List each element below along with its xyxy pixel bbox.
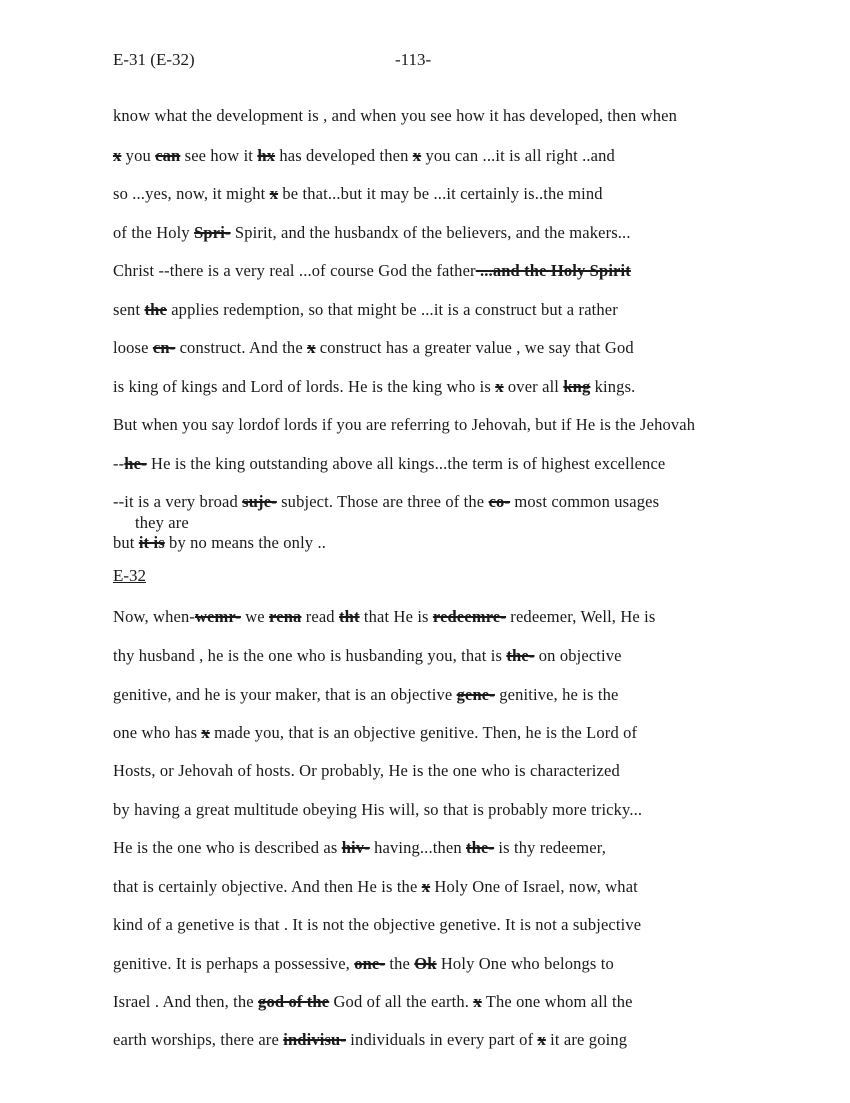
text-segment: kings. <box>590 377 636 396</box>
text-segment: of the Holy <box>113 223 195 242</box>
struck-text: x <box>307 338 316 357</box>
struck-text: Spri- <box>194 223 231 242</box>
struck-text: Ok <box>414 954 437 973</box>
text-segment: is thy redeemer, <box>494 838 606 857</box>
text-segment: applies redemption, so that might be ...it is a construct but a rather <box>166 300 618 319</box>
struck-text: redeemre- <box>432 607 507 626</box>
struck-text: it is <box>138 533 165 552</box>
text-line <box>113 184 603 204</box>
text-segment: individuals in every part of <box>346 1030 538 1049</box>
text-segment: thy husband , he is the one who is husbanding you, that is <box>113 646 507 665</box>
text-segment: Israel . And then, the <box>113 992 259 1011</box>
text-segment: they are <box>135 513 189 532</box>
struck-text: kng <box>563 377 591 396</box>
text-segment: The one whom all the <box>481 992 633 1011</box>
text-segment: you <box>121 146 156 165</box>
text-segment: the <box>385 954 415 973</box>
text-segment: Holy One who belongs to <box>436 954 614 973</box>
text-line <box>113 685 618 705</box>
text-segment: construct. And the <box>175 338 308 357</box>
struck-text: x <box>495 377 504 396</box>
text-segment: Holy One of Israel, now, what <box>430 877 638 896</box>
struck-text: x <box>473 992 482 1011</box>
struck-text: cn- <box>152 338 176 357</box>
struck-text: x <box>113 146 122 165</box>
text-segment: But when you say lordof lords if you are referring to Jehovah, but if He is the Jehovah <box>113 415 696 434</box>
text-line <box>113 300 618 320</box>
text-segment: earth worships, there are <box>113 1030 284 1049</box>
text-segment: know what the development is , and when you see how it has developed, then when <box>113 106 678 125</box>
struck-text: x <box>269 184 279 203</box>
text-segment: one who has <box>113 723 202 742</box>
struck-text: the <box>144 300 167 319</box>
text-segment: most common usages <box>510 492 660 511</box>
struck-text: indivisu- <box>283 1030 347 1049</box>
text-segment: God of all the earth. <box>329 992 474 1011</box>
struck-text: the- <box>506 646 535 665</box>
text-segment: redeemer, Well, He is <box>506 607 656 626</box>
text-segment: so ...yes, now, it might <box>113 184 270 203</box>
text-segment: Hosts, or Jehovah of hosts. Or probably, He is the one who is characterized <box>113 761 620 780</box>
text-segment: sent <box>113 300 145 319</box>
text-segment: --it is a very broad <box>113 492 243 511</box>
text-segment: subject. Those are three of the <box>276 492 489 511</box>
text-segment: having...then <box>369 838 467 857</box>
text-segment: Now, when- <box>113 607 195 626</box>
struck-text: can <box>155 146 181 165</box>
struck-text: wemr- <box>195 607 241 626</box>
text-line <box>113 723 637 743</box>
struck-text: suje- <box>242 492 277 511</box>
text-segment: by no means the only .. <box>164 533 327 552</box>
text-segment: read <box>301 607 339 626</box>
text-segment: -- <box>113 454 125 473</box>
text-segment: kind of a genetive is that . It is not the objective genetive. It is not a subjective <box>113 915 642 934</box>
section-heading: E-32 <box>113 566 147 585</box>
struck-text: x <box>537 1030 546 1049</box>
struck-text: tht <box>338 607 360 626</box>
text-line <box>113 454 665 474</box>
text-line <box>113 1030 627 1050</box>
text-line <box>113 415 695 435</box>
text-line <box>113 800 642 820</box>
text-segment: over all <box>503 377 564 396</box>
text-segment: see how it <box>180 146 258 165</box>
struck-text: rena <box>269 607 302 626</box>
struck-text: he- <box>124 454 147 473</box>
text-segment: that is certainly objective. And then He is the <box>113 877 422 896</box>
struck-text: god of the <box>258 992 330 1011</box>
text-line <box>113 607 655 627</box>
struck-text: x <box>421 877 431 896</box>
text-line <box>113 761 620 781</box>
text-line <box>113 915 641 935</box>
text-segment: is king of kings and Lord of lords. He is the king who is <box>113 377 496 396</box>
text-line <box>113 646 622 666</box>
text-line <box>113 992 633 1012</box>
text-segment: you can ...it is all right ..and <box>421 146 615 165</box>
text-segment: He is the one who is described as <box>113 838 342 857</box>
struck-text: hiv- <box>341 838 370 857</box>
text-segment: Christ --there is a very real ...of course God the father <box>113 261 476 280</box>
text-line <box>113 492 659 512</box>
text-line <box>113 106 677 126</box>
text-line <box>113 533 326 553</box>
text-segment: genitive. It is perhaps a possessive, <box>113 954 355 973</box>
text-segment: construct has a greater value , we say that God <box>315 338 634 357</box>
text-segment: genitive, and he is your maker, that is an objective <box>113 685 457 704</box>
text-segment: we <box>240 607 270 626</box>
text-segment: that He is <box>359 607 433 626</box>
text-segment: Spirit, and the husbandx of the believers, and the makers... <box>230 223 631 242</box>
struck-text: one- <box>354 954 386 973</box>
struck-text: the- <box>466 838 495 857</box>
text-line <box>113 954 614 974</box>
struck-text: hx <box>257 146 276 165</box>
text-line <box>113 377 635 397</box>
text-segment: on objective <box>534 646 622 665</box>
text-segment: by having a great multitude obeying His will, so that is probably more tricky... <box>113 800 643 819</box>
text-segment: made you, that is an objective genitive. Then, he is the Lord of <box>209 723 638 742</box>
text-segment: loose <box>113 338 153 357</box>
struck-text: gene- <box>456 685 495 704</box>
text-segment: be that...but it may be ...it certainly is..the mind <box>278 184 603 203</box>
struck-text: x <box>412 146 422 165</box>
text-segment: it are going <box>545 1030 628 1049</box>
text-segment: has developed then <box>275 146 413 165</box>
text-line <box>113 146 615 166</box>
text-line <box>113 261 631 281</box>
text-segment: He is the king outstanding above all kings...the term is of highest excellence <box>146 454 666 473</box>
text-line <box>113 877 638 897</box>
struck-text: x <box>201 723 210 742</box>
page-header-left: E-31 (E-32) <box>113 50 195 69</box>
page-number: -113- <box>395 50 432 69</box>
text-segment: genitive, he is the <box>494 685 619 704</box>
text-line <box>113 223 631 243</box>
text-line <box>113 838 606 858</box>
text-segment: but <box>113 533 139 552</box>
text-line <box>135 513 189 533</box>
struck-text: ...and the Holy Spirit <box>475 261 631 280</box>
text-line <box>113 338 634 358</box>
struck-text: co- <box>488 492 511 511</box>
